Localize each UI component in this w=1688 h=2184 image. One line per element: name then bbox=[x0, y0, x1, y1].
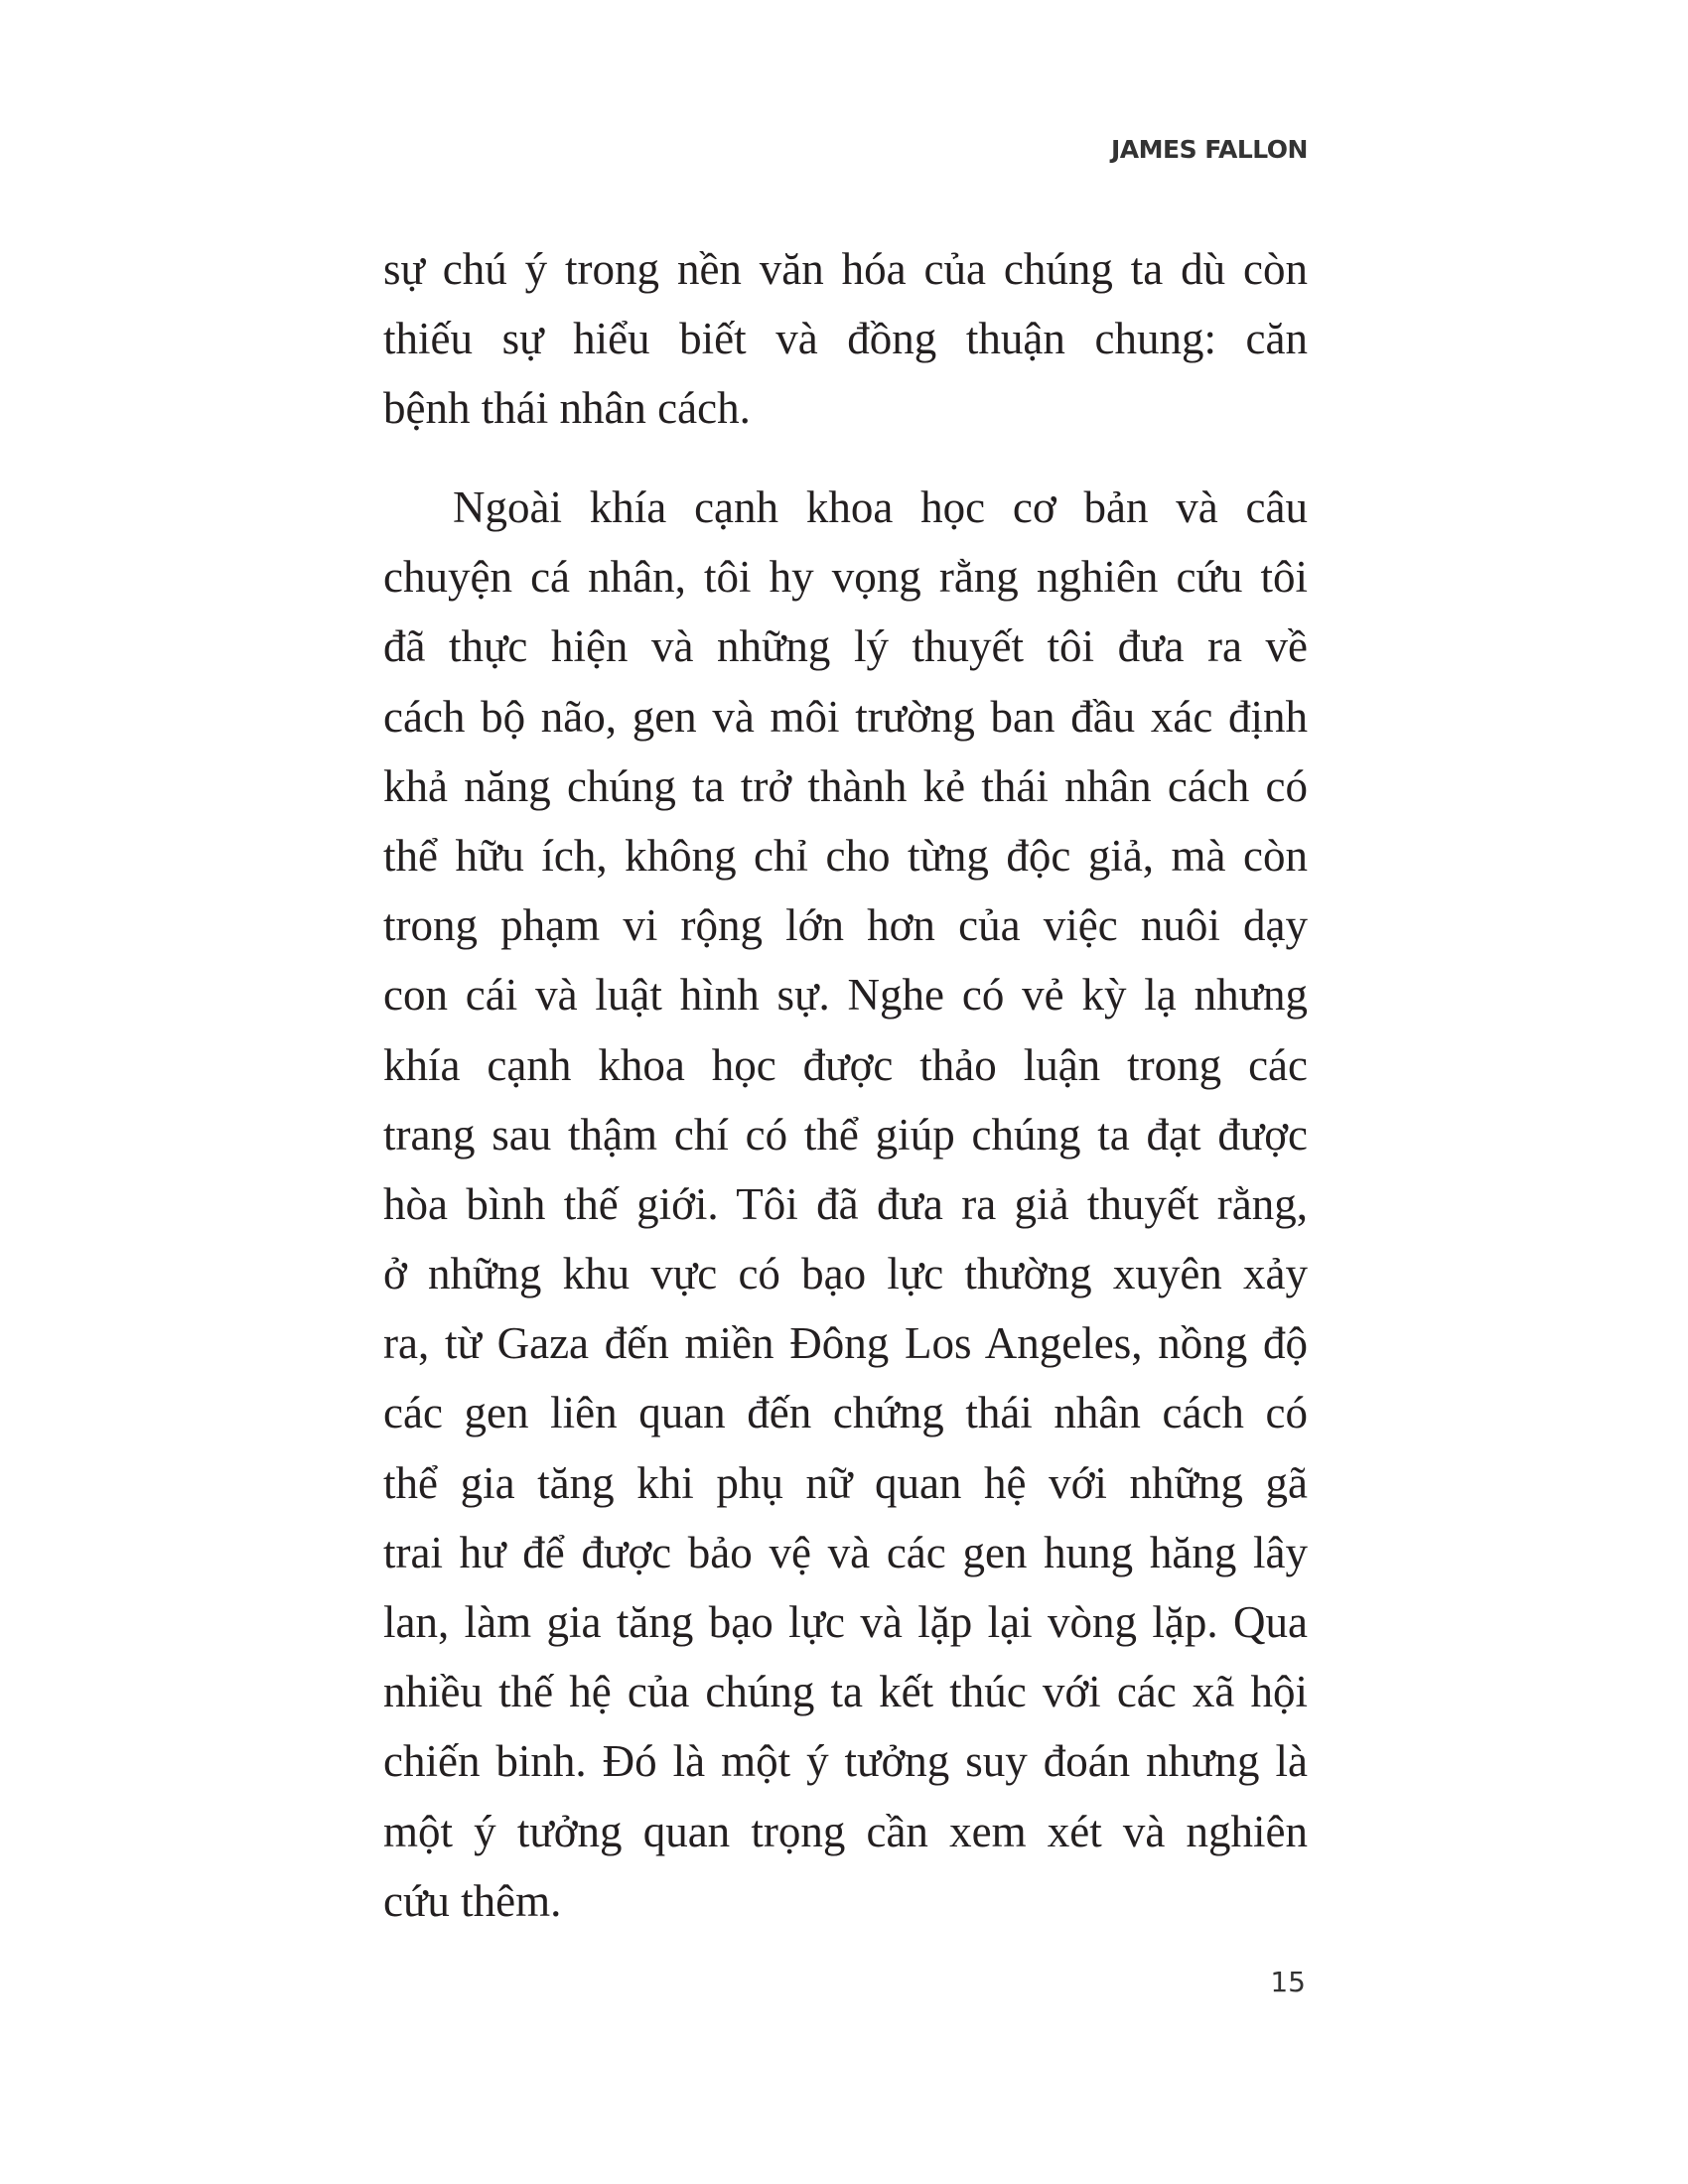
text-line: trang sau thậm chí có thể giúp chúng ta đạt được bbox=[383, 1109, 1308, 1160]
text-line: thể gia tăng khi phụ nữ quan hệ với những gã bbox=[383, 1457, 1308, 1508]
paragraph-1 bbox=[383, 234, 1308, 444]
text-line: hòa bình thế giới. Tôi đã đưa ra giả thuyết rằng, bbox=[383, 1178, 1308, 1229]
text-line: sự chú ý trong nền văn hóa của chúng ta dù còn bbox=[383, 244, 1308, 294]
text-line: con cái và luật hình sự. Nghe có vẻ kỳ lạ nhưng bbox=[383, 970, 1308, 1021]
text-line: cứu thêm. bbox=[383, 1875, 562, 1926]
running-head: JAMES FALLON bbox=[1110, 135, 1308, 164]
text-line: ở những khu vực có bạo lực thường xuyên xảy bbox=[383, 1249, 1308, 1299]
text-line: một ý tưởng quan trọng cần xem xét và nghiên bbox=[383, 1806, 1308, 1856]
paragraph-2 bbox=[383, 473, 1308, 1936]
text-line: ra, từ Gaza đến miền Đông Los Angeles, nồng độ bbox=[383, 1318, 1308, 1369]
text-line: thể hữu ích, không chỉ cho từng độc giả, mà còn bbox=[383, 830, 1308, 881]
text-line: các gen liên quan đến chứng thái nhân cách có bbox=[383, 1388, 1308, 1438]
text-line: lan, làm gia tăng bạo lực và lặp lại vòng lặp. Qua bbox=[383, 1597, 1308, 1647]
text-line: nhiều thế hệ của chúng ta kết thúc với các xã hội bbox=[383, 1667, 1308, 1717]
text-line: bệnh thái nhân cách. bbox=[383, 383, 751, 434]
text-line: chiến binh. Đó là một ý tưởng suy đoán nhưng là bbox=[383, 1736, 1308, 1787]
text-line: Ngoài khía cạnh khoa học cơ bản và câu bbox=[453, 482, 1308, 532]
text-line: trai hư để được bảo vệ và các gen hung hăng lây bbox=[383, 1527, 1308, 1577]
text-line: cách bộ não, gen và môi trường ban đầu xác định bbox=[383, 691, 1308, 742]
text-line: trong phạm vi rộng lớn hơn của việc nuôi dạy bbox=[383, 900, 1308, 951]
text-line: khả năng chúng ta trở thành kẻ thái nhân cách có bbox=[383, 760, 1308, 811]
page-number: 15 bbox=[1270, 1966, 1306, 1998]
text-line: khía cạnh khoa học được thảo luận trong các bbox=[383, 1039, 1308, 1090]
text-line: chuyện cá nhân, tôi hy vọng rằng nghiên cứu tôi bbox=[383, 552, 1308, 603]
text-line: đã thực hiện và những lý thuyết tôi đưa ra về bbox=[383, 621, 1308, 672]
text-line: thiếu sự hiểu biết và đồng thuận chung: căn bbox=[383, 314, 1308, 364]
